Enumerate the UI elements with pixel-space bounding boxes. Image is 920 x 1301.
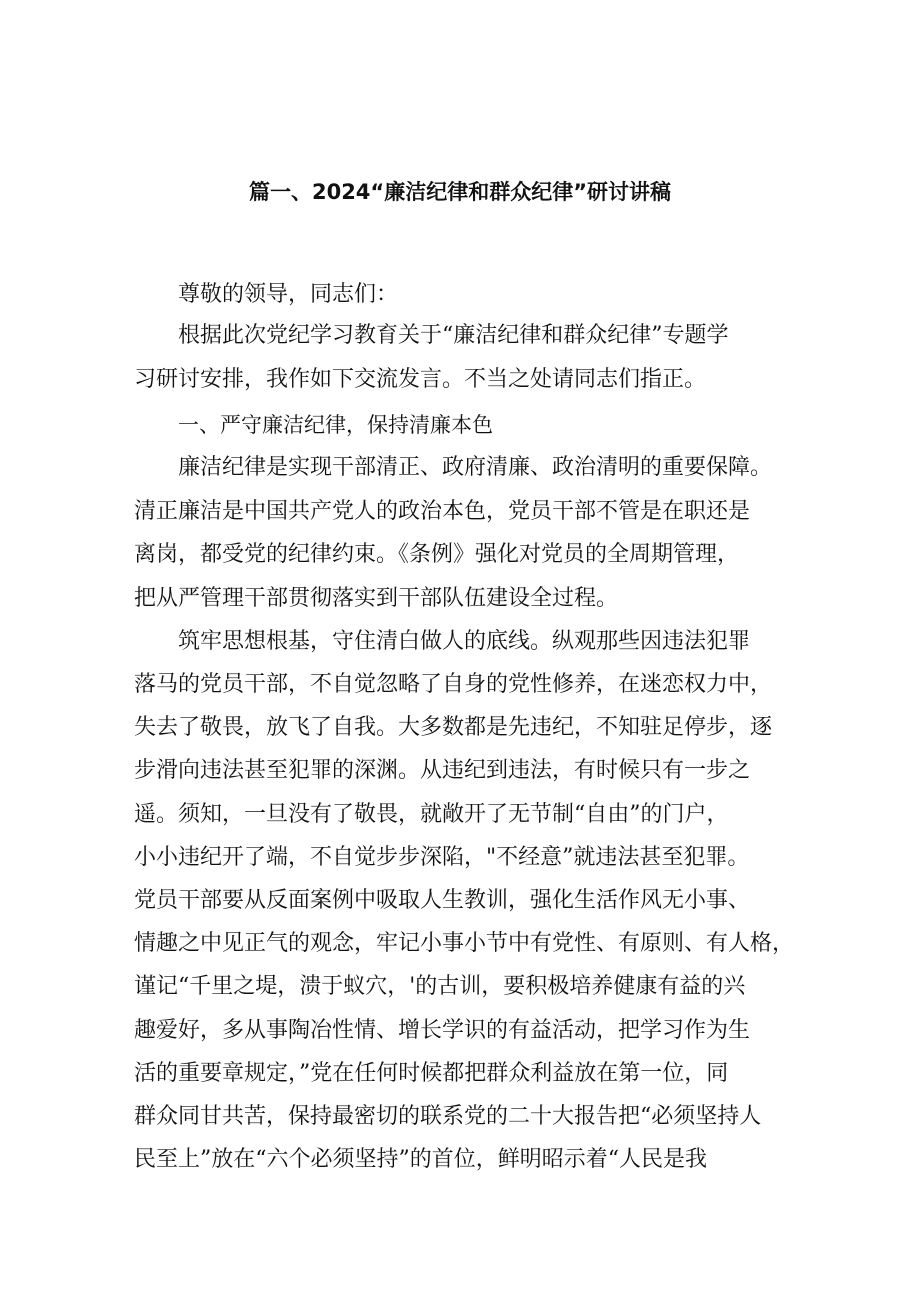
paragraph-line: 根据此次党纪学习教育关于“廉洁纪律和群众纪律”专题学 <box>178 323 729 348</box>
paragraph-line: 民至上”放在“六个必须坚持”的首位，鲜明昭示着“人民是我 <box>134 1147 707 1172</box>
paragraph-line: 离岗，都受党的纪律约束。《条例》强化对党员的全周期管理， <box>134 542 740 567</box>
paragraph-line: 廉洁纪律是实现干部清正、政府清廉、政治清明的重要保障。 <box>178 455 773 480</box>
paragraph-line: 情趣之中见正气的观念，牢记小事小节中有党性、有原则、有人格， <box>134 931 795 956</box>
paragraph-line: 把从严管理干部贯彻落实到干部队伍建设全过程。 <box>134 586 619 611</box>
paragraph-line: 遥。须知，一旦没有了敬畏，就敞开了无节制“自由”的门户， <box>134 802 729 827</box>
paragraph-line: 习研讨安排，我作如下交流发言。不当之处请同志们指正。 <box>134 367 707 392</box>
section-heading: 一、严守廉洁纪律，保持清廉本色 <box>178 413 493 437</box>
salutation: 尊敬的领导，同志们： <box>178 282 399 307</box>
paragraph-line: 小小违纪开了端，不自觉步步深陷，"不经意”就违法甚至犯罪。 <box>134 845 750 870</box>
paragraph-line: 落马的党员干部，不自觉忽略了自身的党性修养，在迷恋权力中， <box>134 672 773 697</box>
document-title: 篇一、2024“廉洁纪律和群众纪律”研讨讲稿 <box>248 180 672 204</box>
paragraph-line: 失去了敬畏，放飞了自我。大多数都是先违纪，不知驻足停步，逐 <box>134 715 773 740</box>
paragraph-line: 步滑向违法甚至犯罪的深渊。从违纪到违法，有时候只有一步之 <box>134 758 751 783</box>
paragraph-line: 清正廉洁是中国共产党人的政治本色，党员干部不管是在职还是 <box>134 499 751 524</box>
paragraph-line: 筑牢思想根基，守住清白做人的底线。纵观那些因违法犯罪 <box>178 629 751 654</box>
paragraph-line: 活的重要章规定，”党在任何时候都把群众利益放在第一位，同 <box>134 1061 729 1086</box>
paragraph-line: 趣爱好，多从事陶冶性情、增长学识的有益活动，把学习作为生 <box>134 1018 751 1043</box>
paragraph-line: 谨记“千里之堤，溃于蚁穴，'的古训，要积极培养健康有益的兴 <box>134 974 746 999</box>
paragraph-line: 群众同甘共苦，保持最密切的联系党的二十大报告把“必须坚持人 <box>134 1104 762 1129</box>
paragraph-line: 党员干部要从反面案例中吸取人生教训，强化生活作风无小事、 <box>134 888 751 913</box>
